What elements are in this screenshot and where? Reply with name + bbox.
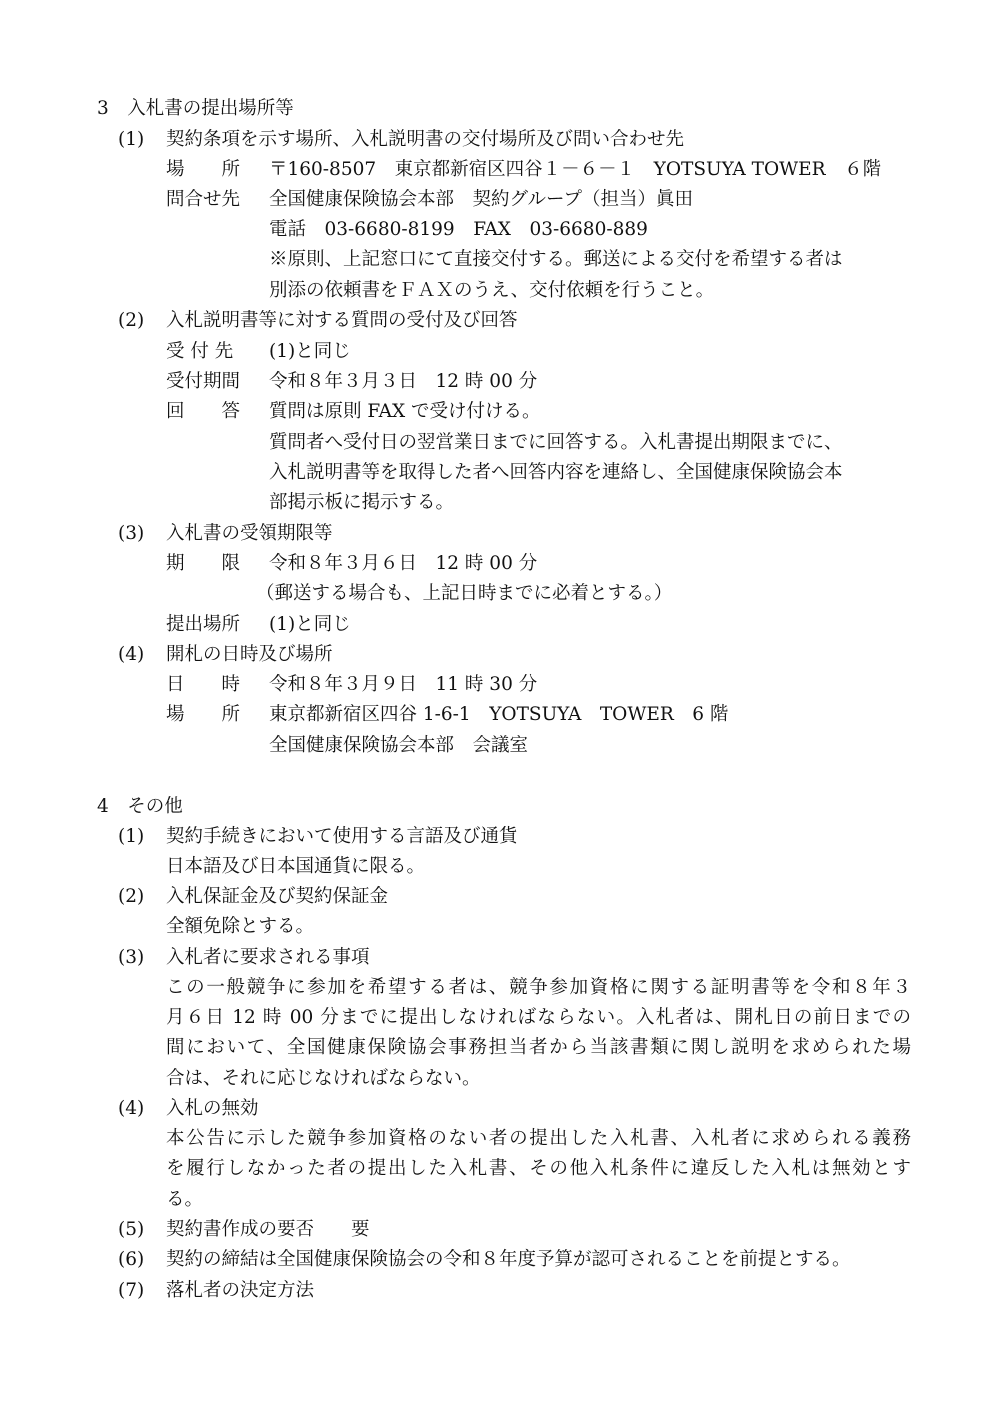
item-title: 契約条項を示す場所、入札説明書の交付場所及び問い合わせ先: [166, 129, 685, 150]
item-title: 入札書の受領期限等: [166, 523, 333, 544]
row-label: 場 所: [166, 159, 241, 180]
item-body-line: 日本語及び日本国通貨に限る。: [166, 856, 426, 877]
item-number: (1): [118, 826, 145, 847]
row-text: 東京都新宿区四谷 1-6-1 YOTSUYA TOWER 6 階: [269, 704, 729, 725]
row-text: (1)と同じ: [269, 614, 351, 635]
item-body-line: この一般競争に参加を希望する者は、競争参加資格に関する証明書等を令和８年３: [166, 977, 911, 998]
row-text: 電話 03-6680-8199 FAX 03-6680-889: [269, 219, 648, 240]
item-number: (2): [118, 310, 145, 331]
row-label: 回 答: [166, 401, 241, 422]
item-body-line: る。: [166, 1189, 204, 1210]
item-title: 契約書作成の要否 要: [166, 1219, 370, 1240]
row-text: 別添の依頼書をＦＡＸのうえ、交付依頼を行うこと。: [269, 280, 715, 301]
item-number: (3): [118, 947, 145, 968]
row-text: (1)と同じ: [269, 341, 351, 362]
item-title: 開札の日時及び場所: [166, 644, 333, 665]
row-text: 令和８年３月６日 12 時 00 分: [269, 553, 538, 574]
section-4-heading: 4 その他: [97, 796, 183, 817]
item-number: (6): [118, 1249, 145, 1270]
row-label: 日 時: [166, 674, 241, 695]
item-number: (3): [118, 523, 145, 544]
row-text: 質問は原則 FAX で受け付ける。: [269, 401, 541, 422]
row-text: 〒160-8507 東京都新宿区四谷１－６－１ YOTSUYA TOWER ６階: [269, 159, 882, 180]
item-number: (2): [118, 886, 145, 907]
row-label: 受付期間: [166, 371, 241, 392]
item-body-line: 合は、それに応じなければならない。: [166, 1068, 481, 1089]
section-3-heading: 3 入札書の提出場所等: [97, 98, 294, 119]
item-title: 入札の無効: [166, 1098, 259, 1119]
item-number: (4): [118, 644, 145, 665]
item-title: 入札保証金及び契約保証金: [166, 886, 389, 907]
row-text: 質問者へ受付日の翌営業日までに回答する。入札書提出期限までに、: [269, 432, 843, 453]
item-title: 落札者の決定方法: [166, 1280, 315, 1301]
row-text: 部掲示板に掲示する。: [269, 492, 455, 513]
item-number: (5): [118, 1219, 145, 1240]
item-number: (1): [118, 129, 145, 150]
item-title: 入札説明書等に対する質問の受付及び回答: [166, 310, 518, 331]
row-label: 問合せ先: [166, 189, 241, 210]
row-label: 期 限: [166, 553, 241, 574]
item-title: 契約手続きにおいて使用する言語及び通貨: [166, 826, 518, 847]
row-label: 提出場所: [166, 614, 241, 635]
row-text: （郵送する場合も、上記日時までに必着とする。）: [256, 583, 673, 604]
row-text: 全国健康保険協会本部 契約グループ（担当）眞田: [269, 189, 694, 210]
row-label: 受 付 先: [166, 341, 234, 362]
row-label: 場 所: [166, 704, 241, 725]
item-body-line: を履行しなかった者の提出した入札書、その他入札条件に違反した入札は無効とす: [166, 1158, 911, 1179]
row-text: 令和８年３月９日 11 時 30 分: [269, 674, 538, 695]
row-text: ※原則、上記窓口にて直接交付する。郵送による交付を希望する者は: [269, 249, 843, 270]
item-body-line: 本公告に示した競争参加資格のない者の提出した入札書、入札者に求められる義務: [166, 1128, 911, 1149]
row-text: 令和８年３月３日 12 時 00 分: [269, 371, 538, 392]
item-title: 入札者に要求される事項: [166, 947, 370, 968]
row-text: 入札説明書等を取得した者へ回答内容を連絡し、全国健康保険協会本: [269, 462, 843, 483]
item-number: (4): [118, 1098, 145, 1119]
row-text: 全国健康保険協会本部 会議室: [269, 735, 529, 756]
item-body-line: 間において、全国健康保険協会事務担当者から当該書類に関し説明を求められた場: [166, 1037, 911, 1058]
item-number: (7): [118, 1280, 145, 1301]
item-body-line: 月６日 12 時 00 分までに提出しなければならない。入札者は、開札日の前日までの: [166, 1007, 911, 1028]
item-title: 契約の締結は全国健康保険協会の令和８年度予算が認可されることを前提とする。: [166, 1249, 851, 1270]
item-body-line: 全額免除とする。: [166, 916, 315, 937]
